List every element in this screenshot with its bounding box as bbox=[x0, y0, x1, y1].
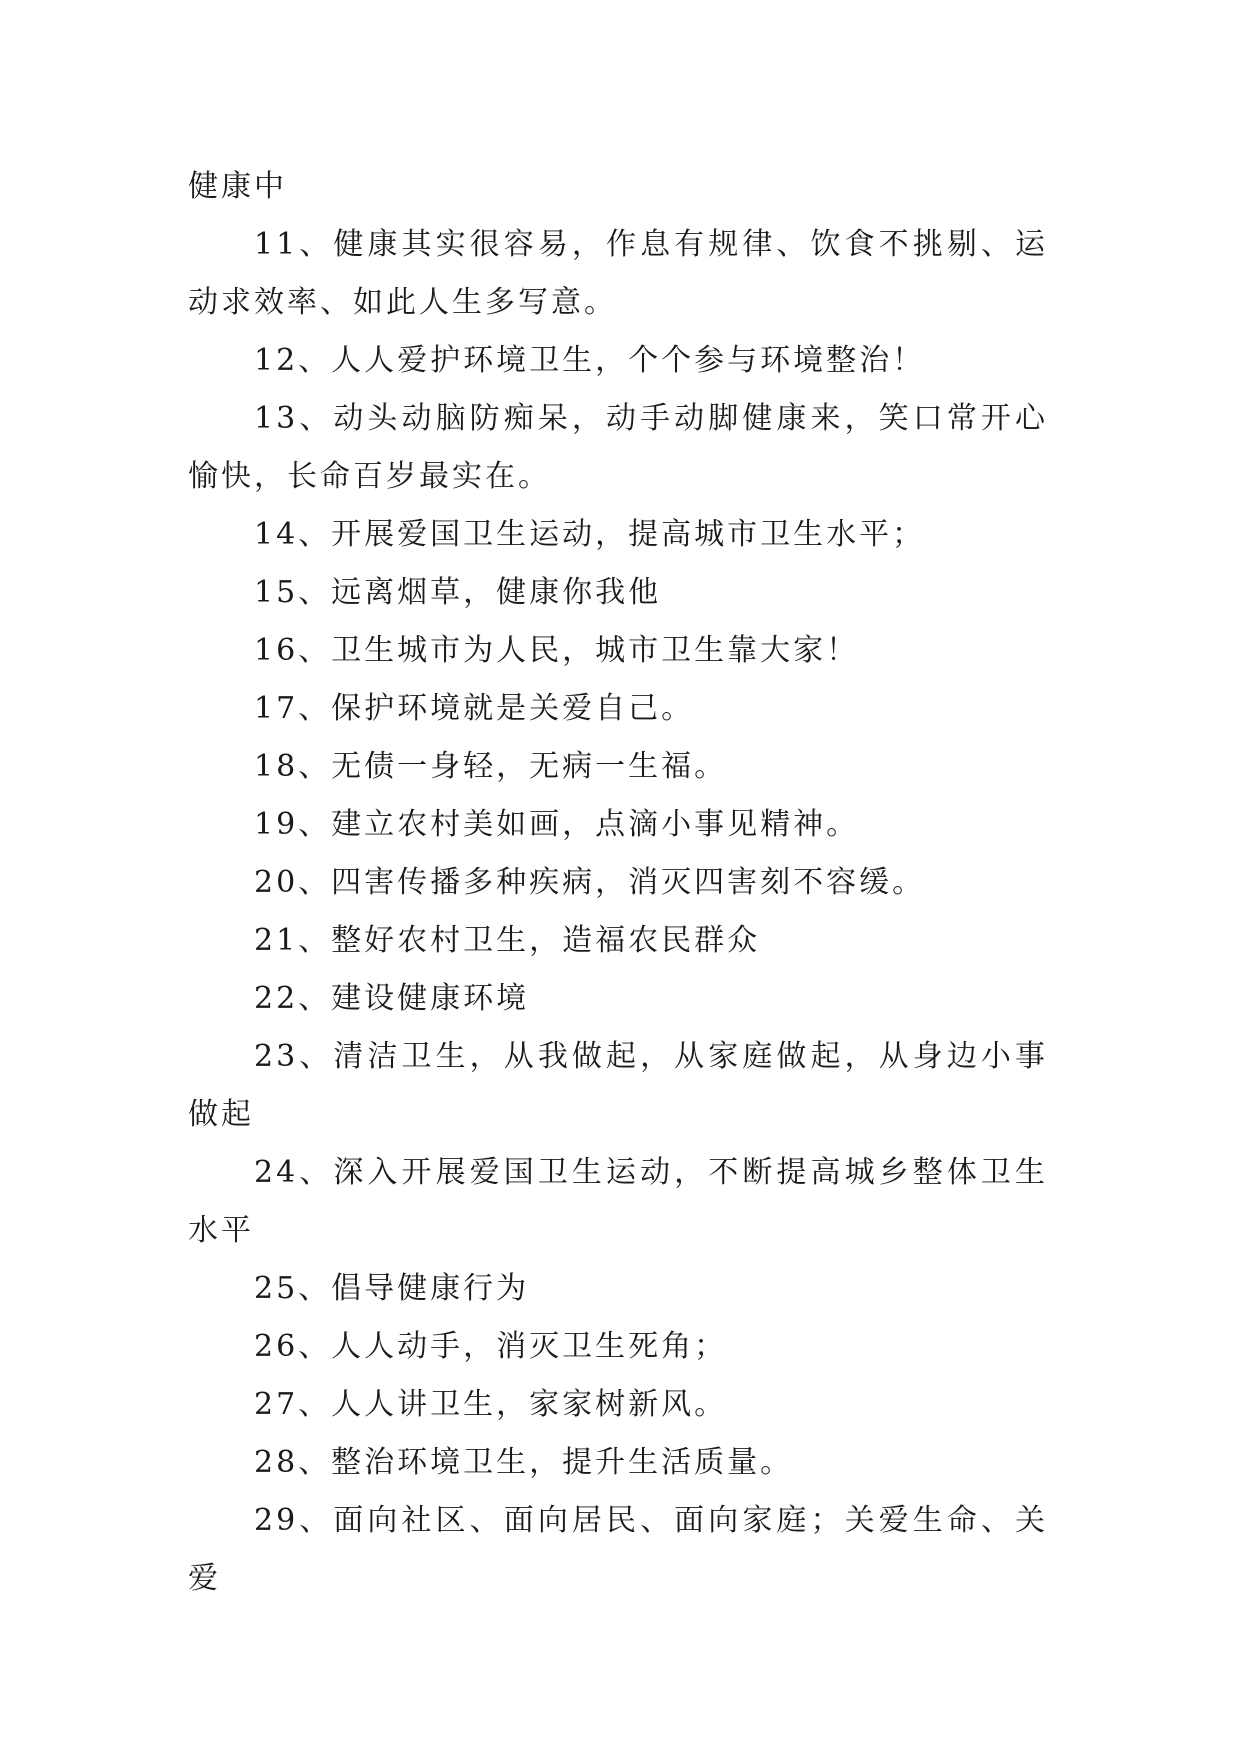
slogan-13: 13、动头动脑防痴呆，动手动脚健康来，笑口常开心愉快，长命百岁最实在。 bbox=[188, 401, 1048, 494]
paragraph-continuation: 健康中 bbox=[188, 169, 287, 204]
slogan-29: 29、面向社区、面向居民、面向家庭；关爱生命、关爱 bbox=[188, 1503, 1048, 1596]
slogan-15: 15、远离烟草，健康你我他 bbox=[254, 575, 662, 610]
slogan-12: 12、人人爱护环境卫生，个个参与环境整治！ bbox=[254, 343, 926, 378]
slogan-25: 25、倡导健康行为 bbox=[254, 1271, 530, 1306]
slogan-17: 17、保护环境就是关爱自己。 bbox=[254, 691, 695, 726]
slogan-16: 16、卫生城市为人民，城市卫生靠大家！ bbox=[254, 633, 860, 668]
slogan-23: 23、清洁卫生，从我做起，从家庭做起，从身边小事做起 bbox=[188, 1039, 1048, 1132]
slogan-14: 14、开展爱国卫生运动，提高城市卫生水平； bbox=[254, 517, 926, 552]
slogan-20: 20、四害传播多种疾病，消灭四害刻不容缓。 bbox=[254, 865, 926, 900]
slogan-19: 19、建立农村美如画，点滴小事见精神。 bbox=[254, 807, 860, 842]
slogan-27: 27、人人讲卫生，家家树新风。 bbox=[254, 1387, 728, 1422]
slogan-24: 24、深入开展爱国卫生运动，不断提高城乡整体卫生水平 bbox=[188, 1155, 1048, 1248]
slogan-11: 11、健康其实很容易，作息有规律、饮食不挑剔、运动求效率、如此人生多写意。 bbox=[188, 227, 1048, 320]
slogan-26: 26、人人动手，消灭卫生死角； bbox=[254, 1329, 728, 1364]
slogan-21: 21、整好农村卫生，造福农民群众 bbox=[254, 923, 761, 958]
slogan-22: 22、建设健康环境 bbox=[254, 981, 530, 1016]
slogan-28: 28、整治环境卫生，提升生活质量。 bbox=[254, 1445, 794, 1480]
slogan-18: 18、无债一身轻，无病一生福。 bbox=[254, 749, 728, 784]
document-body bbox=[188, 158, 1048, 1608]
